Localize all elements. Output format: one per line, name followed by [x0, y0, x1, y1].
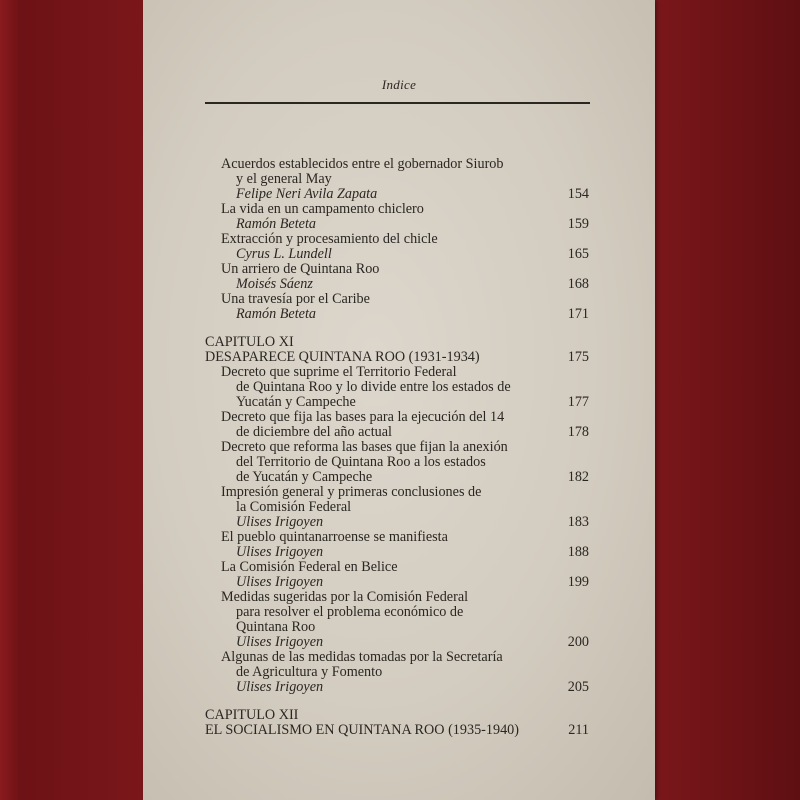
toc-page-number: 199: [567, 574, 589, 590]
toc-page-number: 211: [568, 722, 589, 738]
toc-page-number: 154: [567, 186, 589, 202]
toc-page-number: 175: [567, 349, 589, 365]
toc-entry-title: del Territorio de Quintana Roo a los estados: [236, 454, 486, 470]
toc-page-number: 165: [567, 246, 589, 262]
toc-entry-author: Ulises Irigoyen: [236, 514, 324, 530]
toc-entry-title: Decreto que fija las bases para la ejecución del 14: [221, 409, 505, 425]
toc-page-number: 188: [567, 544, 589, 560]
toc-page-number: 183: [567, 514, 589, 530]
toc-entry-title: La vida en un campamento chiclero: [221, 201, 424, 217]
chapter-title: EL SOCIALISMO EN QUINTANA ROO (1935-1940): [205, 722, 519, 738]
running-head: Indice: [381, 77, 417, 92]
toc-page-number: 182: [567, 469, 589, 485]
toc-entry-title: de Agricultura y Fomento: [236, 664, 383, 680]
toc-entry-title: Yucatán y Campeche: [236, 394, 356, 410]
book-page: [143, 0, 655, 800]
toc-entry-title: de Yucatán y Campeche: [236, 469, 373, 485]
toc-entry-title: de diciembre del año actual: [236, 424, 392, 440]
toc-entry-title: Un arriero de Quintana Roo: [221, 261, 380, 277]
toc-page-number: 159: [567, 216, 589, 232]
toc-entry-title: de Quintana Roo y lo divide entre los estados de: [236, 379, 511, 395]
toc-page-number: 205: [567, 679, 589, 695]
toc-entry-title: para resolver el problema económico de: [236, 604, 464, 620]
toc-entry-title: Decreto que suprime el Territorio Federal: [221, 364, 457, 380]
toc-entry-title: Impresión general y primeras conclusiones de: [221, 484, 482, 500]
toc-page-number: 171: [567, 306, 589, 322]
chapter-label: CAPITULO XII: [205, 707, 299, 723]
toc-entry-title: El pueblo quintanarroense se manifiesta: [221, 529, 448, 545]
toc-entry-author: Ramón Beteta: [236, 306, 316, 322]
toc-entry-title: Una travesía por el Caribe: [221, 291, 370, 307]
toc-page-number: 200: [567, 634, 589, 650]
toc-entry-title: Algunas de las medidas tomadas por la Secretaría: [221, 649, 503, 665]
toc-entry-author: Felipe Neri Avila Zapata: [236, 186, 378, 202]
toc-page-number: 177: [567, 394, 589, 410]
toc-page-number: 178: [567, 424, 589, 440]
toc-page-number: 168: [567, 276, 589, 292]
toc-entry-author: Moisés Sáenz: [236, 276, 313, 292]
toc-entry-title: Acuerdos establecidos entre el gobernador Siurob: [221, 156, 504, 172]
header-rule: [205, 102, 590, 104]
toc-entry-author: Ramón Beteta: [236, 216, 316, 232]
toc-entry-title: Quintana Roo: [236, 619, 316, 635]
toc-entry-author: Ulises Irigoyen: [236, 544, 324, 560]
toc-entry-title: la Comisión Federal: [236, 499, 352, 515]
toc-entry-author: Ulises Irigoyen: [236, 679, 324, 695]
toc-entry-author: Ulises Irigoyen: [236, 634, 324, 650]
toc-entry-title: Medidas sugeridas por la Comisión Federal: [221, 589, 469, 605]
toc-entry-title: y el general May: [236, 171, 332, 187]
toc-entry-title: Decreto que reforma las bases que fijan la anexión: [221, 439, 508, 455]
toc-entry-title: Extracción y procesamiento del chicle: [221, 231, 438, 247]
toc-entry-title: La Comisión Federal en Belice: [221, 559, 398, 575]
chapter-label: CAPITULO XI: [205, 334, 294, 350]
chapter-title: DESAPARECE QUINTANA ROO (1931-1934): [205, 349, 480, 365]
toc-entry-author: Ulises Irigoyen: [236, 574, 324, 590]
toc-entry-author: Cyrus L. Lundell: [236, 246, 332, 262]
